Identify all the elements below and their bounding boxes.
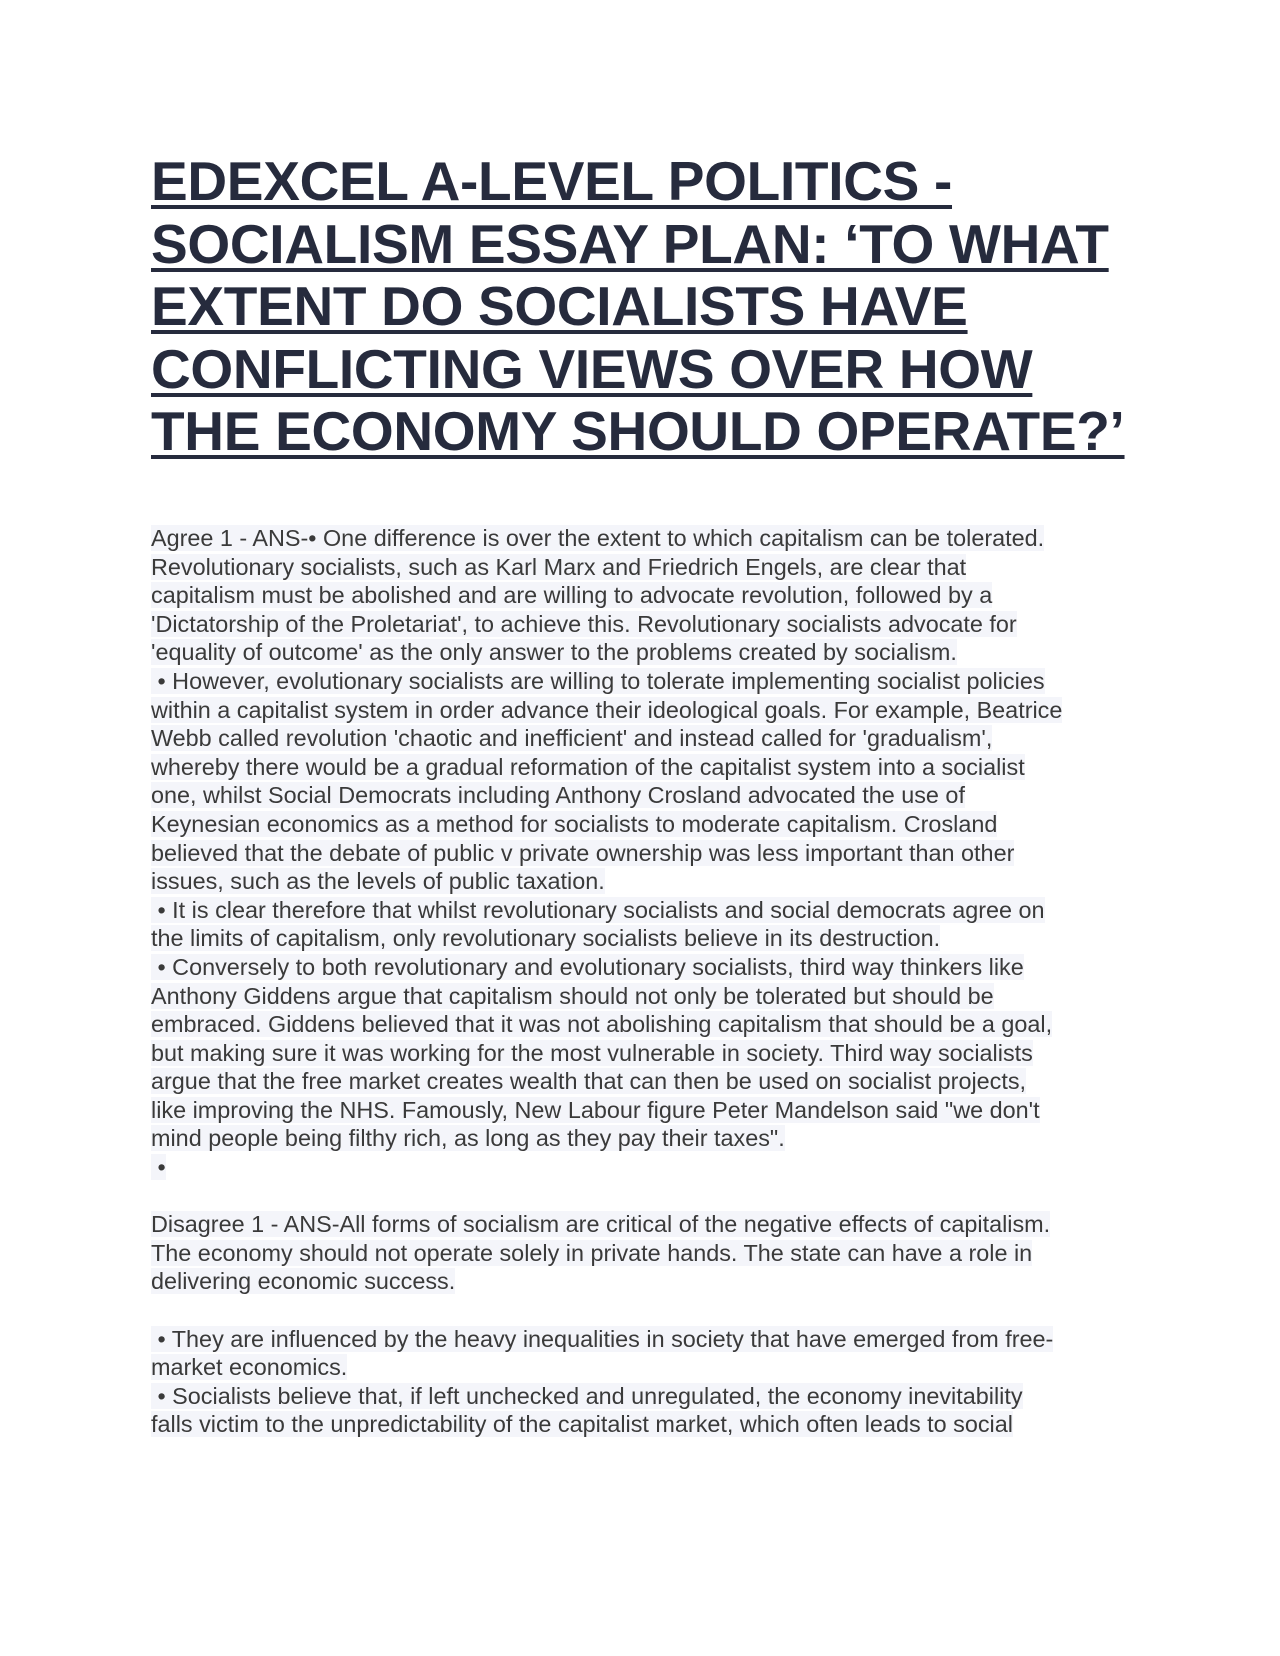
- text-line: within a capitalist system in order advance their ideological goals. For example, Beatrice: [151, 696, 1063, 723]
- text-line: • Socialists believe that, if left unchecked and unregulated, the economy inevitability: [151, 1382, 1023, 1409]
- text-line: 'equality of outcome' as the only answer to the problems created by socialism.: [151, 639, 957, 666]
- title-line: CONFLICTING VIEWS OVER HOW: [151, 337, 1033, 400]
- text-line: 'Dictatorship of the Proletariat', to achieve this. Revolutionary socialists advocate for: [151, 610, 1017, 637]
- text-line: but making sure it was working for the most vulnerable in society. Third way socialists: [151, 1039, 1033, 1066]
- disagree-1-section: [151, 1210, 1171, 1296]
- text-line: The economy should not operate solely in private hands. The state can have a role in: [151, 1239, 1033, 1266]
- text-line: • It is clear therefore that whilst revolutionary socialists and social democrats agree on: [151, 896, 1045, 923]
- title-line: SOCIALISM ESSAY PLAN: ‘TO WHAT: [151, 212, 1109, 275]
- text-line: the limits of capitalism, only revolutionary socialists believe in its destruction.: [151, 925, 941, 952]
- text-line: embraced. Giddens believed that it was not abolishing capitalism that should be a goal,: [151, 1011, 1053, 1038]
- text-line: market economics.: [151, 1354, 348, 1381]
- text-line: Revolutionary socialists, such as Karl Marx and Friedrich Engels, are clear that: [151, 553, 967, 580]
- text-line: Keynesian economics as a method for socialists to moderate capitalism. Crosland: [151, 810, 998, 837]
- text-line: one, whilst Social Democrats including Anthony Crosland advocated the use of: [151, 782, 965, 809]
- paragraph-gap: [151, 1182, 1171, 1211]
- text-line: like improving the NHS. Famously, New Labour figure Peter Mandelson said "we don't: [151, 1096, 1040, 1123]
- text-line: delivering economic success.: [151, 1268, 456, 1295]
- title-line: EDEXCEL A-LEVEL POLITICS -: [151, 150, 953, 212]
- text-line: capitalism must be abolished and are willing to advocate revolution, followed by a: [151, 582, 993, 609]
- text-line: Disagree 1 - ANS-All forms of socialism are critical of the negative effects of capitalism.: [151, 1211, 1051, 1238]
- text-line: issues, such as the levels of public taxation.: [151, 868, 605, 895]
- text-line: argue that the free market creates wealth that can then be used on socialist projects,: [151, 1068, 1027, 1095]
- text-line: Anthony Giddens argue that capitalism should not only be tolerated but should be: [151, 982, 994, 1009]
- text-line: believed that the debate of public v private ownership was less important than other: [151, 839, 1015, 866]
- text-line: •: [151, 1154, 166, 1181]
- document-body: [151, 524, 1171, 1439]
- paragraph-gap: [151, 1296, 1171, 1325]
- page-title: [151, 150, 1161, 463]
- text-line: • They are influenced by the heavy inequalities in society that have emerged from free-: [151, 1325, 1054, 1352]
- text-line: • Conversely to both revolutionary and evolutionary socialists, third way thinkers like: [151, 953, 1024, 980]
- title-line: EXTENT DO SOCIALISTS HAVE: [151, 275, 968, 337]
- text-line: Agree 1 - ANS-• One difference is over the extent to which capitalism can be tolerated.: [151, 525, 1045, 551]
- text-line: mind people being filthy rich, as long as they pay their taxes".: [151, 1125, 785, 1152]
- title-line: THE ECONOMY SHOULD OPERATE?’: [151, 400, 1125, 462]
- text-line: • However, evolutionary socialists are willing to tolerate implementing socialist policies: [151, 667, 1045, 694]
- text-line: Webb called revolution 'chaotic and inefficient' and instead called for 'gradualism',: [151, 725, 993, 752]
- agree-1-section: [151, 524, 1171, 1182]
- disagree-1-bullets: [151, 1325, 1171, 1439]
- text-line: whereby there would be a gradual reformation of the capitalist system into a socialist: [151, 753, 1025, 780]
- text-line: falls victim to the unpredictability of the capitalist market, which often leads to social: [151, 1411, 1013, 1438]
